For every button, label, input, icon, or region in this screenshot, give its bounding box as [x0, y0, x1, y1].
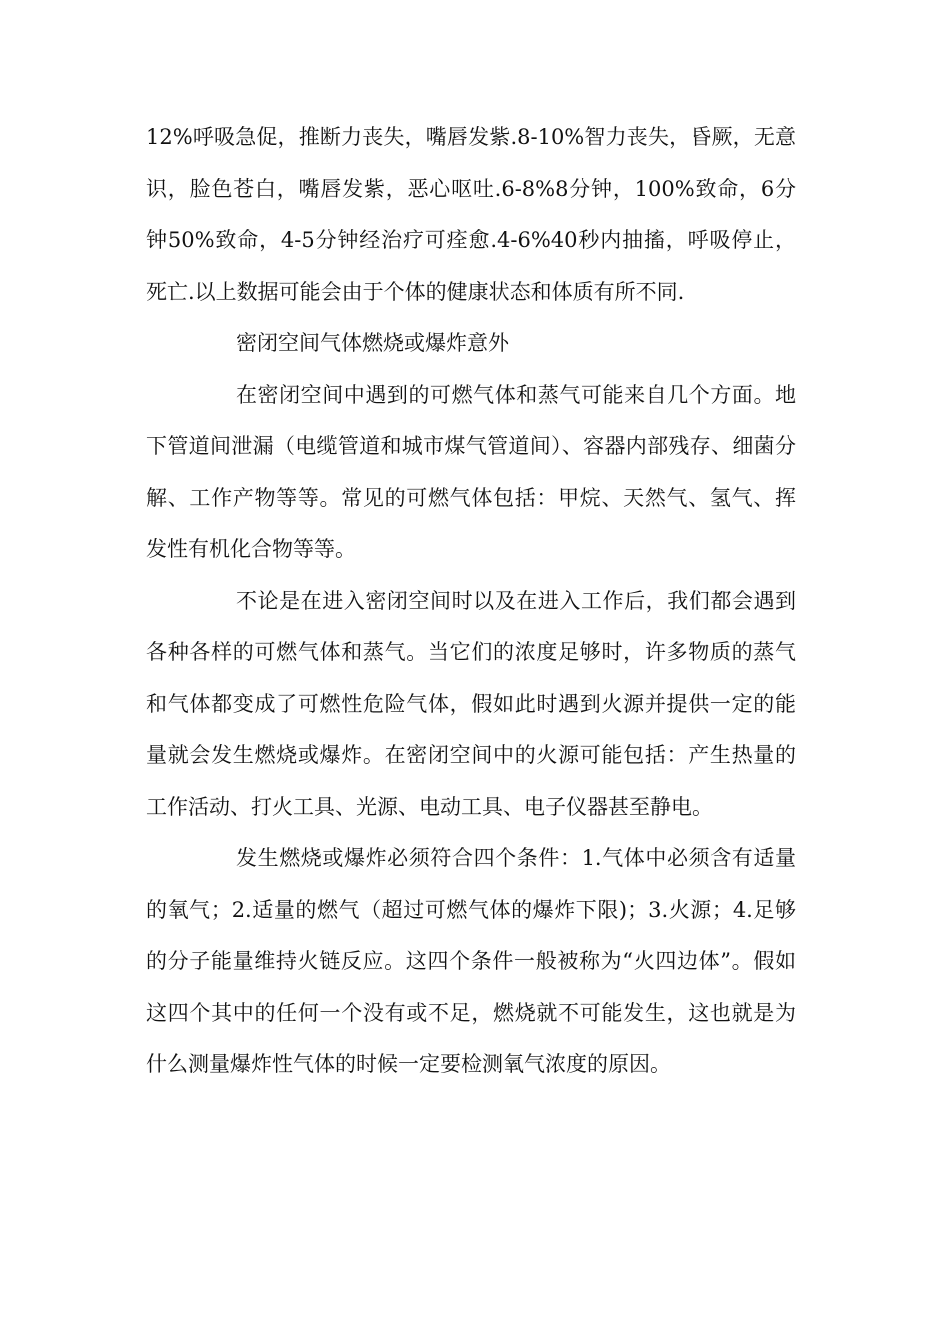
document-body	[146, 112, 796, 1091]
section-heading: 密闭空间气体燃烧或爆炸意外	[236, 331, 509, 355]
paragraph-symptoms: 12%呼吸急促，推断力丧失，嘴唇发紫.8-10%智力丧失，昏厥，无意识，脸色苍白，嘴唇发紫，恶心呕吐.6-8%8分钟，100%致命，6分钟50%致命，4-5分钟经治疗可痊愈.4-6%40秒内抽搐，呼吸停止，死亡.以上数据可能会由于个体的健康状态和体质有所不同.	[146, 125, 796, 304]
paragraph-gas-sources: 在密闭空间中遇到的可燃气体和蒸气可能来自几个方面。地下管道间泄漏（电缆管道和城市煤气管道间）、容器内部残存、细菌分解、工作产物等等。常见的可燃气体包括：甲烷、天然气、氢气、挥发性有机化合物等等。	[146, 382, 796, 561]
paragraph-ignition-sources: 不论是在进入密闭空间时以及在进入工作后，我们都会遇到各种各样的可燃气体和蒸气。当它们的浓度足够时，许多物质的蒸气和气体都变成了可燃性危险气体，假如此时遇到火源并提供一定的能量就会发生燃烧或爆炸。在密闭空间中的火源可能包括：产生热量的工作活动、打火工具、光源、电动工具、电子仪器甚至静电。	[146, 588, 796, 819]
paragraph-fire-tetrahedron: 发生燃烧或爆炸必须符合四个条件：1.气体中必须含有适量的氧气；2.适量的燃气（超过可燃气体的爆炸下限)；3.火源；4.足够的分子能量维持火链反应。这四个条件一般被称为“火四边体”。假如这四个其中的任何一个没有或不足，燃烧就不可能发生，这也就是为什么测量爆炸性气体的时候一定要检测氧气浓度的原因。	[146, 846, 796, 1076]
